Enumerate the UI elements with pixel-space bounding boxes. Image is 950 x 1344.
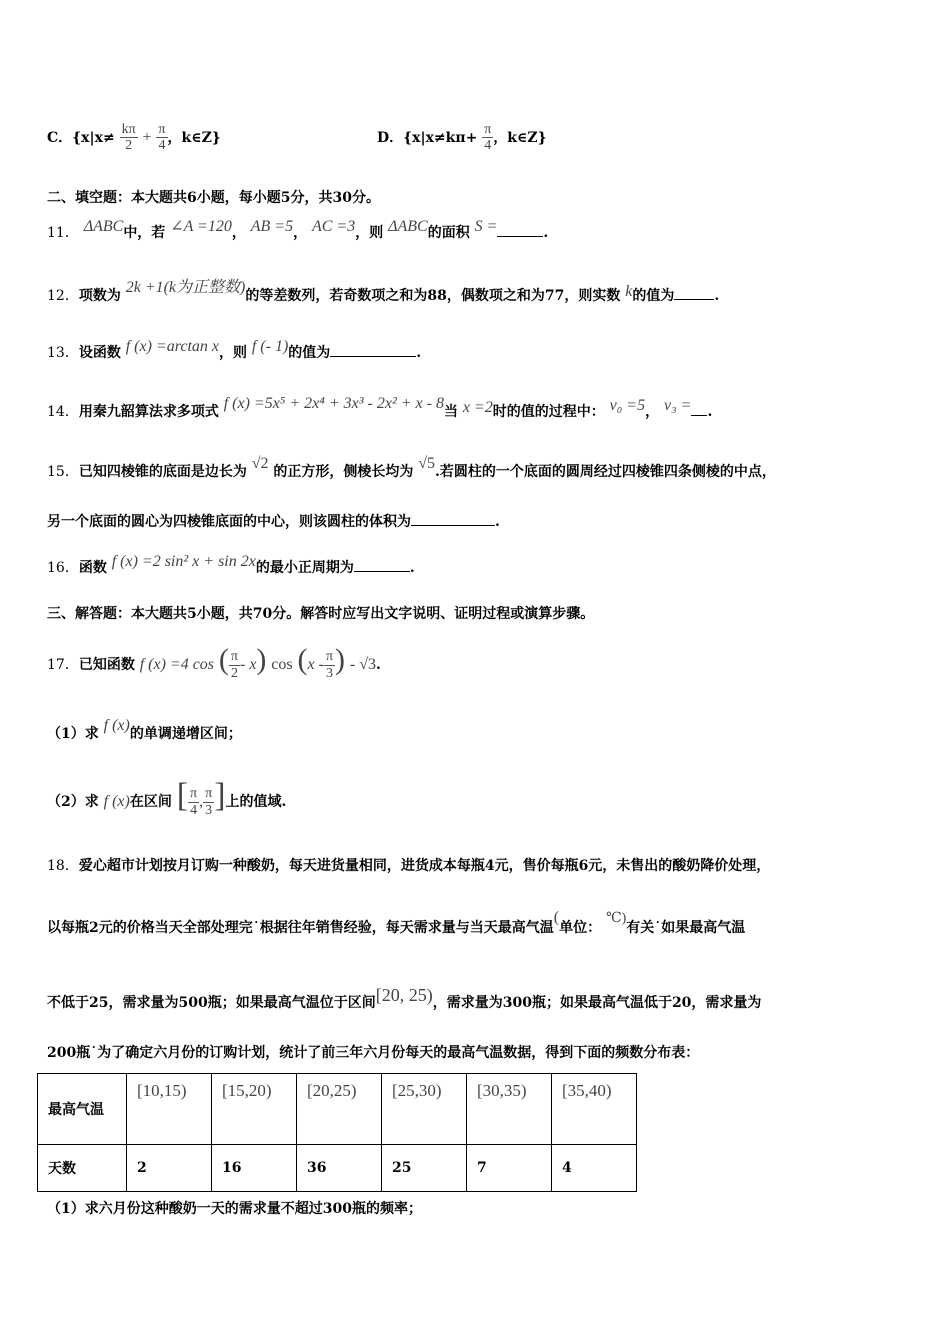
- question-18-line-3: 不低于25，需求量为500瓶；如果最高气温位于区间[20, 25)，需求量为300瓶；如果最高气温低于20，需求量为: [47, 985, 762, 1011]
- section-3-heading: 三、解答题：本大题共5小题，共70分。解答时应写出文字说明、证明过程或演算步骤。: [47, 606, 595, 622]
- answer-blank: [330, 342, 416, 357]
- question-17-part-1: （1）求 f (x)的单调递增区间；: [47, 717, 242, 742]
- question-18-part-1: （1）求六月份这种酸奶一天的需求量不超过300瓶的频率；: [47, 1201, 422, 1217]
- choice-c: C．{x|x≠ $\frac{k\pi}{2}$ + $\frac{\pi}{4}$ ，k∈Z}: [47, 122, 221, 154]
- answer-blank: [497, 222, 543, 237]
- days-cell: 16: [212, 1145, 297, 1192]
- days-cell: 36: [297, 1145, 382, 1192]
- answer-blank: [354, 557, 410, 572]
- question-15-line-2: 另一个底面的圆心为四棱锥底面的中心，则该圆柱的体积为 .: [47, 511, 500, 531]
- interval-cell: [10,15): [127, 1074, 212, 1145]
- question-18-line-4: 200瓶˙为了确定六月份的订购计划，统计了前三年六月份每天的最高气温数据，得到下面的频数分布表：: [47, 1045, 700, 1061]
- answer-blank: [411, 511, 495, 526]
- days-cell: 4: [552, 1145, 637, 1192]
- question-11: 11． ΔABC中，若 ∠A =120， AB =5， AC =3，则 ΔABC的面积 S = .: [47, 218, 549, 241]
- question-12: 12．项数为 2k +1(k为正整数)的等差数列，若奇数项之和为88，偶数项之和为77，则实数 k的值为 .: [47, 279, 720, 304]
- question-17: 17．已知函数 f (x) =4 cos ( $\frac{\pi}{2}$ - x) cos (x - $\frac{\pi}{3}$ ) - √3.: [47, 643, 381, 681]
- question-13: 13．设函数 f (x) =arctan x，则 f (- 1)的值为 .: [47, 338, 422, 361]
- days-cell: 2: [127, 1145, 212, 1192]
- interval-cell: [35,40): [552, 1074, 637, 1145]
- question-18-line-2: 以每瓶2元的价格当天全部处理完˙根据往年销售经验，每天需求量与当天最高气温(单位： ℃)有关˙如果最高气温: [47, 909, 746, 936]
- answer-blank: [691, 401, 707, 416]
- interval-cell: [25,30): [382, 1074, 467, 1145]
- answer-blank: [674, 285, 714, 300]
- table-row: [38, 1145, 637, 1192]
- interval-cell: [30,35): [467, 1074, 552, 1145]
- section-2-heading: 二、填空题：本大题共6小题，每小题5分，共30分。: [47, 190, 380, 206]
- question-14: 14．用秦九韶算法求多项式 f (x) =5x⁵ + 2x⁴ + 3x³ - 2x² + x - 8当 x =2时的值的过程中： v₀ =5， v₃ = .: [47, 395, 713, 420]
- question-16: 16．函数 f (x) =2 sin² x + sin 2x的最小正周期为 .: [47, 553, 415, 576]
- days-cell: 7: [467, 1145, 552, 1192]
- days-cell: 25: [382, 1145, 467, 1192]
- choice-d: D．{x|x≠kπ+ $\frac{\pi}{4}$ ，k∈Z}: [377, 122, 547, 154]
- row-header-temperature: 最高气温: [38, 1074, 127, 1145]
- interval-cell: [20,25): [297, 1074, 382, 1145]
- interval-cell: [15,20): [212, 1074, 297, 1145]
- row-header-days: 天数: [38, 1145, 127, 1192]
- question-15-line-1: 15．已知四棱锥的底面是边长为 √2 的正方形，侧棱长均为 √5.若圆柱的一个底面的圆周经过四棱锥四条侧棱的中点，: [47, 455, 776, 480]
- fraction-kpi-2: $\frac{k\pi}{2}$: [121, 122, 136, 154]
- fraction-pi-4: $\frac{\pi}{4}$: [158, 122, 166, 154]
- fraction-pi-4: $\frac{\pi}{4}$: [484, 122, 492, 154]
- question-17-part-2: （2）求 f (x)在区间 [ $\frac{\pi}{4}$ , $\frac{\pi}{3}$ ]上的值域.: [47, 777, 287, 818]
- table-row: [38, 1074, 637, 1145]
- frequency-table: [37, 1073, 637, 1192]
- question-18-line-1: 18．爱心超市计划按月订购一种酸奶，每天进货量相同，进货成本每瓶4元，售价每瓶6元，未售出的酸奶降价处理，: [47, 858, 771, 874]
